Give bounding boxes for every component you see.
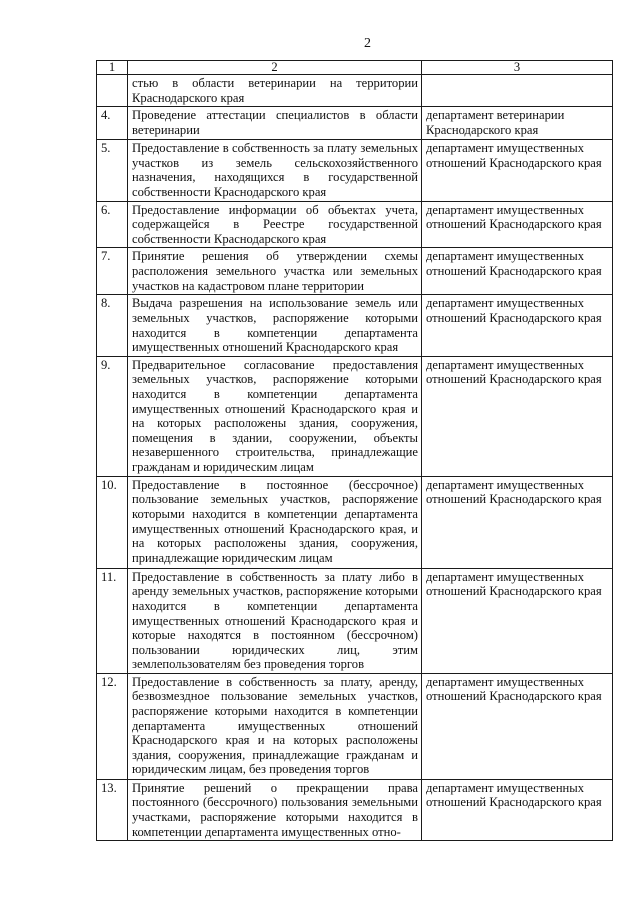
service-name: Выдача разрешения на использование земель или земельных участков, распоряжение которыми находится в компетенции департамента имущественных отношений Краснодарского края — [128, 295, 422, 356]
row-number: 7. — [97, 248, 128, 295]
service-name: Предварительное согласование предоставления земельных участков, распоряжение которыми находится в компетенции департамента имущественных отношений Краснодарского края и на которых расположены здания, сооружения, помещения в здании, сооружении, объекты незавершенного строительства, принадлежащие гражданам и юридическим лицам — [128, 356, 422, 476]
table-row — [97, 356, 613, 476]
service-name: Предоставление информации об объектах учета, содержащейся в Реестре государственной собственности Краснодарского края — [128, 201, 422, 248]
responsible-department: департамент имущественных отношений Краснодарского края — [422, 356, 613, 476]
table-row — [97, 201, 613, 248]
responsible-department: департамент имущественных отношений Краснодарского края — [422, 248, 613, 295]
service-name: стью в области ветеринарии на территории Краснодарского края — [128, 75, 422, 107]
table-row — [97, 568, 613, 673]
table-header-row — [97, 61, 613, 75]
responsible-department: департамент имущественных отношений Краснодарского края — [422, 295, 613, 356]
table-row — [97, 673, 613, 779]
service-name: Предоставление в постоянное (бессрочное) пользование земельных участков, распоряжение которыми находится в компетенции департамента имущественных отношений Краснодарского края, и на которых расположены здания, сооружения, принадлежащие юридическим лицам — [128, 476, 422, 568]
column-header-department: 3 — [422, 61, 613, 75]
row-number: 10. — [97, 476, 128, 568]
row-number: 5. — [97, 140, 128, 201]
column-header-number: 1 — [97, 61, 128, 75]
row-number: 8. — [97, 295, 128, 356]
responsible-department — [422, 75, 613, 107]
service-name: Предоставление в собственность за плату земельных участков из земель сельскохозяйственного назначения, находящихся в государственной собственности Краснодарского края — [128, 140, 422, 201]
table-row — [97, 779, 613, 840]
row-number: 4. — [97, 107, 128, 140]
column-header-service: 2 — [128, 61, 422, 75]
service-name: Предоставление в собственность за плату, аренду, безвозмездное пользование земельных участков, распоряжение которыми находится в компетенции департамента имущественных отношений Краснодарского края и на которых расположены здания, сооружения, принадлежащие гражданам и юридическим лицам, без проведения торгов — [128, 673, 422, 779]
responsible-department: департамент имущественных отношений Краснодарского края — [422, 568, 613, 673]
table-row — [97, 476, 613, 568]
responsible-department: департамент имущественных отношений Краснодарского края — [422, 476, 613, 568]
service-name: Принятие решения об утверждении схемы расположения земельного участка или земельных участков на кадастровом плане территории — [128, 248, 422, 295]
responsible-department: департамент имущественных отношений Краснодарского края — [422, 673, 613, 779]
service-name: Предоставление в собственность за плату либо в аренду земельных участков, распоряжение которыми находится в компетенции департамента имущественных отношений Краснодарского края и которые находятся в постоянном (бессрочном) пользовании юридических лиц, этим землепользователям без проведения торгов — [128, 568, 422, 673]
row-number — [97, 75, 128, 107]
service-name: Принятие решений о прекращении права постоянного (бессрочного) пользования земельными участками, распоряжение которыми находится в компетенции департамента имущественных отно- — [128, 779, 422, 840]
table-row — [97, 295, 613, 356]
responsible-department: департамент имущественных отношений Краснодарского края — [422, 779, 613, 840]
page-number: 2 — [364, 36, 371, 51]
row-number: 13. — [97, 779, 128, 840]
table-row — [97, 75, 613, 107]
responsible-department: департамент имущественных отношений Краснодарского края — [422, 140, 613, 201]
table-row — [97, 248, 613, 295]
table-row — [97, 107, 613, 140]
services-table — [96, 60, 613, 841]
row-number: 11. — [97, 568, 128, 673]
table-row — [97, 140, 613, 201]
row-number: 12. — [97, 673, 128, 779]
service-name: Проведение аттестации специалистов в области ветеринарии — [128, 107, 422, 140]
responsible-department: департамент ветеринарии Краснодарского края — [422, 107, 613, 140]
responsible-department: департамент имущественных отношений Краснодарского края — [422, 201, 613, 248]
row-number: 9. — [97, 356, 128, 476]
row-number: 6. — [97, 201, 128, 248]
